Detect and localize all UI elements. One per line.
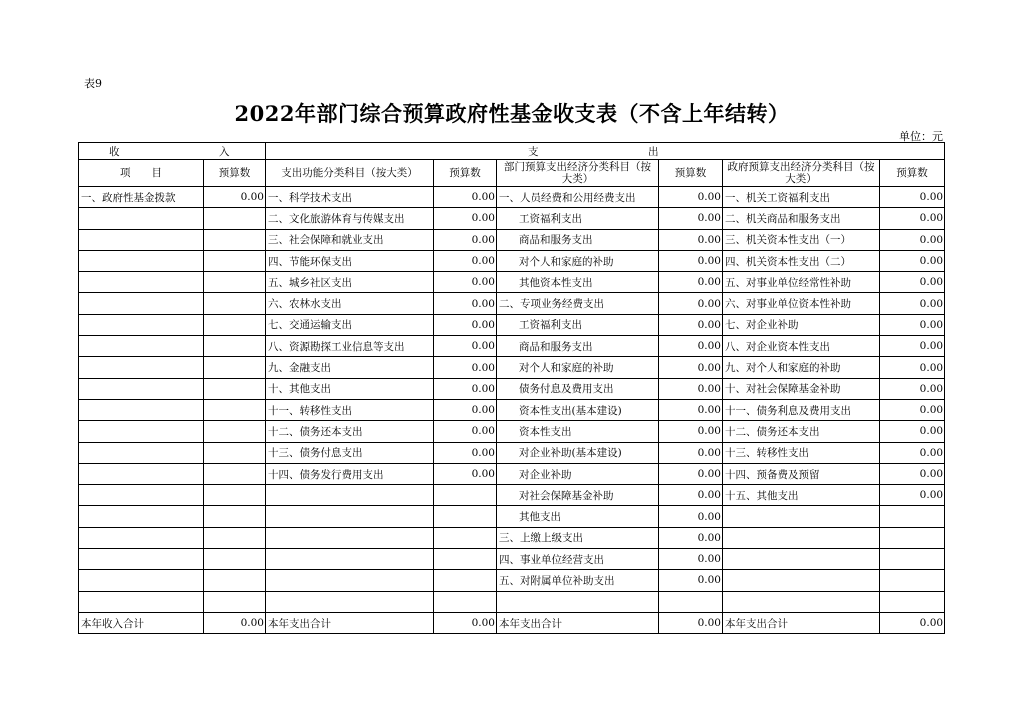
gov-econ-item: 三、机关资本性支出（一） [723, 229, 880, 250]
gov-econ-amount [880, 506, 945, 527]
income-amount [204, 208, 266, 229]
gov-econ-amount: 0.00 [880, 442, 945, 463]
dept-econ-amount: 0.00 [659, 463, 723, 484]
dept-econ-amount: 0.00 [659, 549, 723, 570]
gov-econ-amount: 0.00 [880, 336, 945, 357]
income-item [79, 463, 204, 484]
income-item [79, 549, 204, 570]
table-label: 表9 [84, 77, 102, 90]
income-amount [204, 272, 266, 293]
dept-econ-amount: 0.00 [659, 378, 723, 399]
gov-econ-amount: 0.00 [880, 208, 945, 229]
income-amount [204, 336, 266, 357]
function-amount: 0.00 [434, 378, 497, 399]
income-item [79, 378, 204, 399]
dept-econ-amount: 0.00 [659, 187, 723, 208]
dept-econ-item: 四、事业单位经营支出 [497, 549, 659, 570]
gov-econ-amount [880, 591, 945, 612]
gov-econ-amount: 0.00 [880, 485, 945, 506]
gov-econ-item: 本年支出合计 [723, 612, 880, 633]
dept-econ-amount: 0.00 [659, 485, 723, 506]
table-row [79, 485, 945, 506]
income-item: 一、政府性基金拨款 [79, 187, 204, 208]
dept-econ-amount: 0.00 [659, 506, 723, 527]
gov-econ-amount: 0.00 [880, 229, 945, 250]
function-item: 六、农林水支出 [266, 293, 434, 314]
dept-econ-amount: 0.00 [659, 272, 723, 293]
gov-econ-amount: 0.00 [880, 399, 945, 420]
table-row [79, 187, 945, 208]
gov-econ-amount: 0.00 [880, 250, 945, 271]
function-amount: 0.00 [434, 250, 497, 271]
function-item: 三、社会保障和就业支出 [266, 229, 434, 250]
income-item [79, 357, 204, 378]
function-amount [434, 506, 497, 527]
table-row [79, 208, 945, 229]
income-amount [204, 293, 266, 314]
function-item: 本年支出合计 [266, 612, 434, 633]
table-row [79, 506, 945, 527]
gov-econ-item: 十、对社会保障基金补助 [723, 378, 880, 399]
table-row [79, 336, 945, 357]
table-row [79, 549, 945, 570]
income-amount [204, 463, 266, 484]
gov-econ-amount: 0.00 [880, 378, 945, 399]
gov-econ-item: 十二、债务还本支出 [723, 421, 880, 442]
header-row-group [79, 143, 945, 160]
income-amount [204, 527, 266, 548]
income-amount [204, 399, 266, 420]
income-amount [204, 591, 266, 612]
gov-econ-amount [880, 527, 945, 548]
income-amount [204, 421, 266, 442]
function-amount [434, 570, 497, 591]
function-item: 十三、债务付息支出 [266, 442, 434, 463]
dept-econ-item: 商品和服务支出 [497, 229, 659, 250]
function-amount: 0.00 [434, 314, 497, 335]
function-item: 十一、转移性支出 [266, 399, 434, 420]
gov-econ-item: 六、对事业单位资本性补助 [723, 293, 880, 314]
function-amount: 0.00 [434, 208, 497, 229]
table-row [79, 293, 945, 314]
dept-econ-item: 对个人和家庭的补助 [497, 250, 659, 271]
table-row [79, 378, 945, 399]
dept-econ-amount: 0.00 [659, 442, 723, 463]
dept-econ-amount: 0.00 [659, 336, 723, 357]
income-amount [204, 570, 266, 591]
gov-econ-item: 九、对个人和家庭的补助 [723, 357, 880, 378]
dept-econ-amount: 0.00 [659, 612, 723, 633]
col-header-dept-econ-class: 部门预算支出经济分类科目（按大类） [497, 160, 659, 187]
dept-econ-amount [659, 591, 723, 612]
function-item [266, 485, 434, 506]
function-amount: 0.00 [434, 442, 497, 463]
col-header-budget: 预算数 [204, 160, 266, 187]
income-item [79, 208, 204, 229]
dept-econ-amount: 0.00 [659, 229, 723, 250]
function-item: 五、城乡社区支出 [266, 272, 434, 293]
col-header-budget: 预算数 [434, 160, 497, 187]
function-amount: 0.00 [434, 293, 497, 314]
income-header-char-2: 入 [219, 145, 230, 158]
dept-econ-item: 其他资本性支出 [497, 272, 659, 293]
gov-econ-amount: 0.00 [880, 272, 945, 293]
income-item [79, 229, 204, 250]
dept-econ-item: 五、对附属单位补助支出 [497, 570, 659, 591]
gov-econ-item [723, 527, 880, 548]
gov-econ-item [723, 591, 880, 612]
budget-table [78, 142, 945, 634]
function-amount: 0.00 [434, 612, 497, 633]
function-item [266, 527, 434, 548]
income-amount [204, 442, 266, 463]
dept-econ-item [497, 591, 659, 612]
dept-econ-amount: 0.00 [659, 357, 723, 378]
income-amount [204, 506, 266, 527]
gov-econ-item: 八、对企业资本性支出 [723, 336, 880, 357]
function-item [266, 506, 434, 527]
function-item: 十二、债务还本支出 [266, 421, 434, 442]
dept-econ-item: 债务付息及费用支出 [497, 378, 659, 399]
function-amount: 0.00 [434, 272, 497, 293]
gov-econ-item: 二、机关商品和服务支出 [723, 208, 880, 229]
income-amount: 0.00 [204, 187, 266, 208]
dept-econ-item: 工资福利支出 [497, 314, 659, 335]
gov-econ-item: 七、对企业补助 [723, 314, 880, 335]
dept-econ-item: 工资福利支出 [497, 208, 659, 229]
header-row-columns [79, 160, 945, 187]
dept-econ-amount: 0.00 [659, 421, 723, 442]
dept-econ-item: 资本性支出(基本建设) [497, 399, 659, 420]
function-amount: 0.00 [434, 229, 497, 250]
function-amount [434, 485, 497, 506]
table-row [79, 591, 945, 612]
gov-econ-item: 十一、债务利息及费用支出 [723, 399, 880, 420]
gov-econ-amount [880, 570, 945, 591]
col-header-budget: 预算数 [659, 160, 723, 187]
dept-econ-item: 三、上缴上级支出 [497, 527, 659, 548]
dept-econ-item: 本年支出合计 [497, 612, 659, 633]
gov-econ-amount: 0.00 [880, 612, 945, 633]
table-row [79, 314, 945, 335]
income-item [79, 442, 204, 463]
income-item: 本年收入合计 [79, 612, 204, 633]
function-amount: 0.00 [434, 336, 497, 357]
table-row [79, 442, 945, 463]
dept-econ-item: 对企业补助(基本建设) [497, 442, 659, 463]
dept-econ-amount: 0.00 [659, 293, 723, 314]
dept-econ-amount: 0.00 [659, 314, 723, 335]
dept-econ-item: 一、人员经费和公用经费支出 [497, 187, 659, 208]
income-item [79, 399, 204, 420]
income-amount: 0.00 [204, 612, 266, 633]
income-amount [204, 314, 266, 335]
function-amount: 0.00 [434, 399, 497, 420]
function-item: 十四、债务发行费用支出 [266, 463, 434, 484]
page-title: 2022年部门综合预算政府性基金收支表（不含上年结转） [234, 101, 790, 126]
expense-header [266, 143, 945, 160]
income-item [79, 272, 204, 293]
table-row [79, 399, 945, 420]
col-header-item: 项 目 [79, 160, 204, 187]
income-amount [204, 229, 266, 250]
gov-econ-item: 一、机关工资福利支出 [723, 187, 880, 208]
gov-econ-amount [880, 549, 945, 570]
dept-econ-item: 其他支出 [497, 506, 659, 527]
income-header-char-1: 收 [109, 145, 120, 158]
function-amount [434, 527, 497, 548]
function-item: 二、文化旅游体育与传媒支出 [266, 208, 434, 229]
function-amount [434, 591, 497, 612]
function-item: 九、金融支出 [266, 357, 434, 378]
dept-econ-amount: 0.00 [659, 399, 723, 420]
dept-econ-item: 商品和服务支出 [497, 336, 659, 357]
table-row [79, 527, 945, 548]
income-item [79, 250, 204, 271]
income-item [79, 314, 204, 335]
table-row [79, 570, 945, 591]
function-amount [434, 549, 497, 570]
table-row [79, 421, 945, 442]
table-row [79, 250, 945, 271]
gov-econ-item: 四、机关资本性支出（二） [723, 250, 880, 271]
expense-header-char-2: 出 [648, 145, 659, 158]
income-amount [204, 250, 266, 271]
gov-econ-item: 十四、预备费及预留 [723, 463, 880, 484]
function-item [266, 549, 434, 570]
function-amount: 0.00 [434, 463, 497, 484]
gov-econ-amount: 0.00 [880, 463, 945, 484]
function-item [266, 591, 434, 612]
income-header [79, 143, 266, 160]
income-item [79, 591, 204, 612]
table-row [79, 272, 945, 293]
income-item [79, 570, 204, 591]
income-item [79, 421, 204, 442]
expense-header-char-1: 支 [528, 145, 539, 158]
gov-econ-item: 五、对事业单位经常性补助 [723, 272, 880, 293]
function-item: 八、资源勘探工业信息等支出 [266, 336, 434, 357]
table-row [79, 463, 945, 484]
dept-econ-amount: 0.00 [659, 570, 723, 591]
function-item: 一、科学技术支出 [266, 187, 434, 208]
income-amount [204, 549, 266, 570]
dept-econ-item: 二、专项业务经费支出 [497, 293, 659, 314]
gov-econ-item: 十三、转移性支出 [723, 442, 880, 463]
col-header-function-class: 支出功能分类科目（按大类） [266, 160, 434, 187]
function-amount: 0.00 [434, 357, 497, 378]
table-row [79, 357, 945, 378]
gov-econ-item [723, 570, 880, 591]
income-amount [204, 485, 266, 506]
dept-econ-item: 对个人和家庭的补助 [497, 357, 659, 378]
income-amount [204, 357, 266, 378]
income-item [79, 485, 204, 506]
col-header-gov-econ-class: 政府预算支出经济分类科目（按大类） [723, 160, 880, 187]
income-item [79, 527, 204, 548]
gov-econ-item: 十五、其他支出 [723, 485, 880, 506]
function-amount: 0.00 [434, 187, 497, 208]
gov-econ-item [723, 549, 880, 570]
col-header-budget: 预算数 [880, 160, 945, 187]
income-item [79, 506, 204, 527]
gov-econ-amount: 0.00 [880, 314, 945, 335]
function-amount: 0.00 [434, 421, 497, 442]
unit-label: 单位：元 [899, 130, 943, 143]
gov-econ-amount: 0.00 [880, 187, 945, 208]
gov-econ-item [723, 506, 880, 527]
dept-econ-item: 对企业补助 [497, 463, 659, 484]
income-item [79, 293, 204, 314]
gov-econ-amount: 0.00 [880, 293, 945, 314]
gov-econ-amount: 0.00 [880, 357, 945, 378]
total-row [79, 612, 945, 633]
dept-econ-item: 对社会保障基金补助 [497, 485, 659, 506]
function-item [266, 570, 434, 591]
gov-econ-amount: 0.00 [880, 421, 945, 442]
function-item: 十、其他支出 [266, 378, 434, 399]
function-item: 七、交通运输支出 [266, 314, 434, 335]
dept-econ-amount: 0.00 [659, 208, 723, 229]
function-item: 四、节能环保支出 [266, 250, 434, 271]
income-amount [204, 378, 266, 399]
dept-econ-amount: 0.00 [659, 250, 723, 271]
income-item [79, 336, 204, 357]
dept-econ-amount: 0.00 [659, 527, 723, 548]
table-row [79, 229, 945, 250]
dept-econ-item: 资本性支出 [497, 421, 659, 442]
